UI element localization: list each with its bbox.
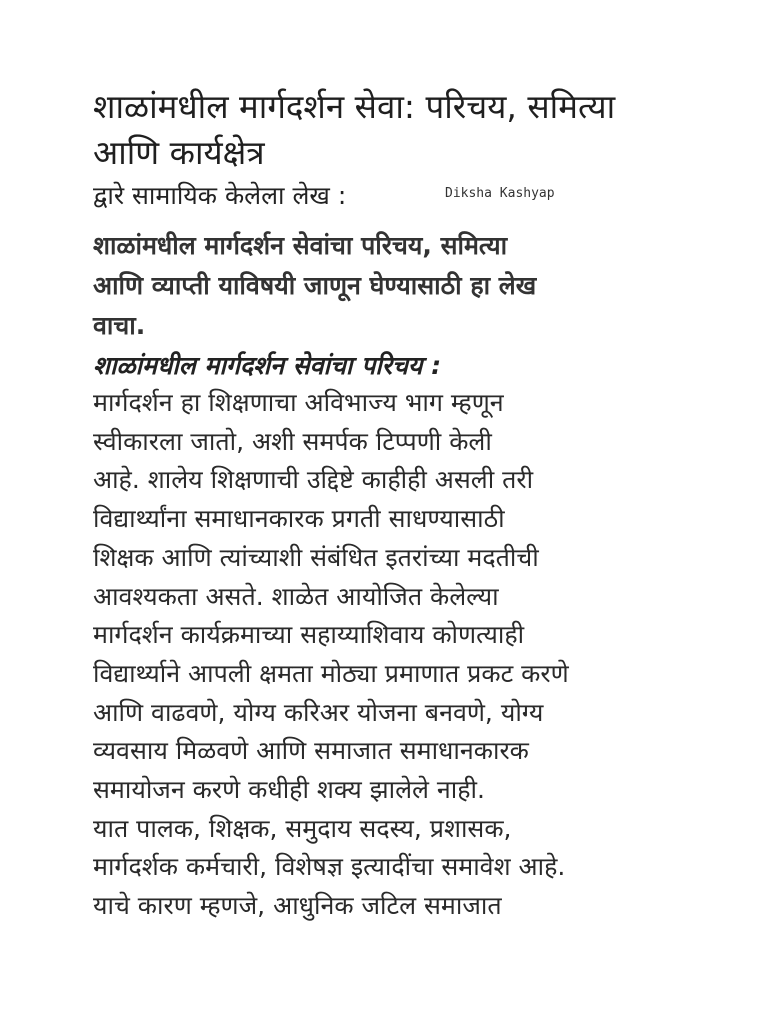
author-name[interactable]: Diksha Kashyap	[445, 186, 555, 201]
body-line: याचे कारण म्हणजे, आधुनिक जटिल समाजात	[93, 891, 502, 921]
body-line: स्वीकारला जातो, अशी समर्पक टिप्पणी केली	[93, 426, 492, 456]
title-line: आणि कार्यक्षेत्र	[93, 133, 265, 172]
body-line: मार्गदर्शक कर्मचारी, विशेषज्ञ इत्यादींचा समावेश आहे.	[93, 852, 566, 882]
body-line: व्यवसाय मिळवणे आणि समाजात समाधानकारक	[93, 736, 529, 766]
byline-label: द्वारे सामायिक केलेला लेख :	[93, 181, 347, 210]
body-paragraph	[93, 384, 733, 926]
article-title	[93, 84, 733, 176]
byline	[93, 178, 733, 218]
body-line: विद्यार्थ्यांना समाधानकारक प्रगती साधण्यासाठी	[93, 504, 505, 534]
body-line: यात पालक, शिक्षक, समुदाय सदस्य, प्रशासक,	[93, 813, 512, 843]
article	[93, 84, 733, 926]
body-line: मार्गदर्शन हा शिक्षणाचा अविभाज्य भाग म्हणून	[93, 388, 504, 417]
body-line: समायोजन करणे कधीही शक्य झालेले नाही.	[93, 775, 485, 805]
lead-line: शाळांमधील मार्गदर्शन सेवांचा परिचय, समित्या	[93, 231, 508, 260]
body-line: शिक्षक आणि त्यांच्याशी संबंधित इतरांच्या मदतीची	[93, 542, 539, 572]
lead-line: आणि व्याप्ती याविषयी जाणून घेण्यासाठी हा लेख	[93, 271, 537, 300]
body-line: आणि वाढवणे, योग्य करिअर योजना बनवणे, योग्य	[93, 697, 544, 727]
section-heading: शाळांमधील मार्गदर्शन सेवांचा परिचय :	[93, 351, 442, 380]
title-line: शाळांमधील मार्गदर्शन सेवा: परिचय, समित्या	[93, 87, 616, 126]
body-line: आहे. शालेय शिक्षणाची उद्दिष्टे काहीही असली तरी	[93, 465, 534, 495]
body-line: मार्गदर्शन कार्यक्रमाच्या सहाय्याशिवाय कोणत्याही	[93, 620, 525, 650]
lead-paragraph	[93, 226, 733, 346]
lead-line: वाचा.	[93, 311, 146, 340]
body-line: विद्यार्थ्याने आपली क्षमता मोठ्या प्रमाणात प्रकट करणे	[93, 658, 569, 688]
body-line: आवश्यकता असते. शाळेत आयोजित केलेल्या	[93, 581, 499, 611]
